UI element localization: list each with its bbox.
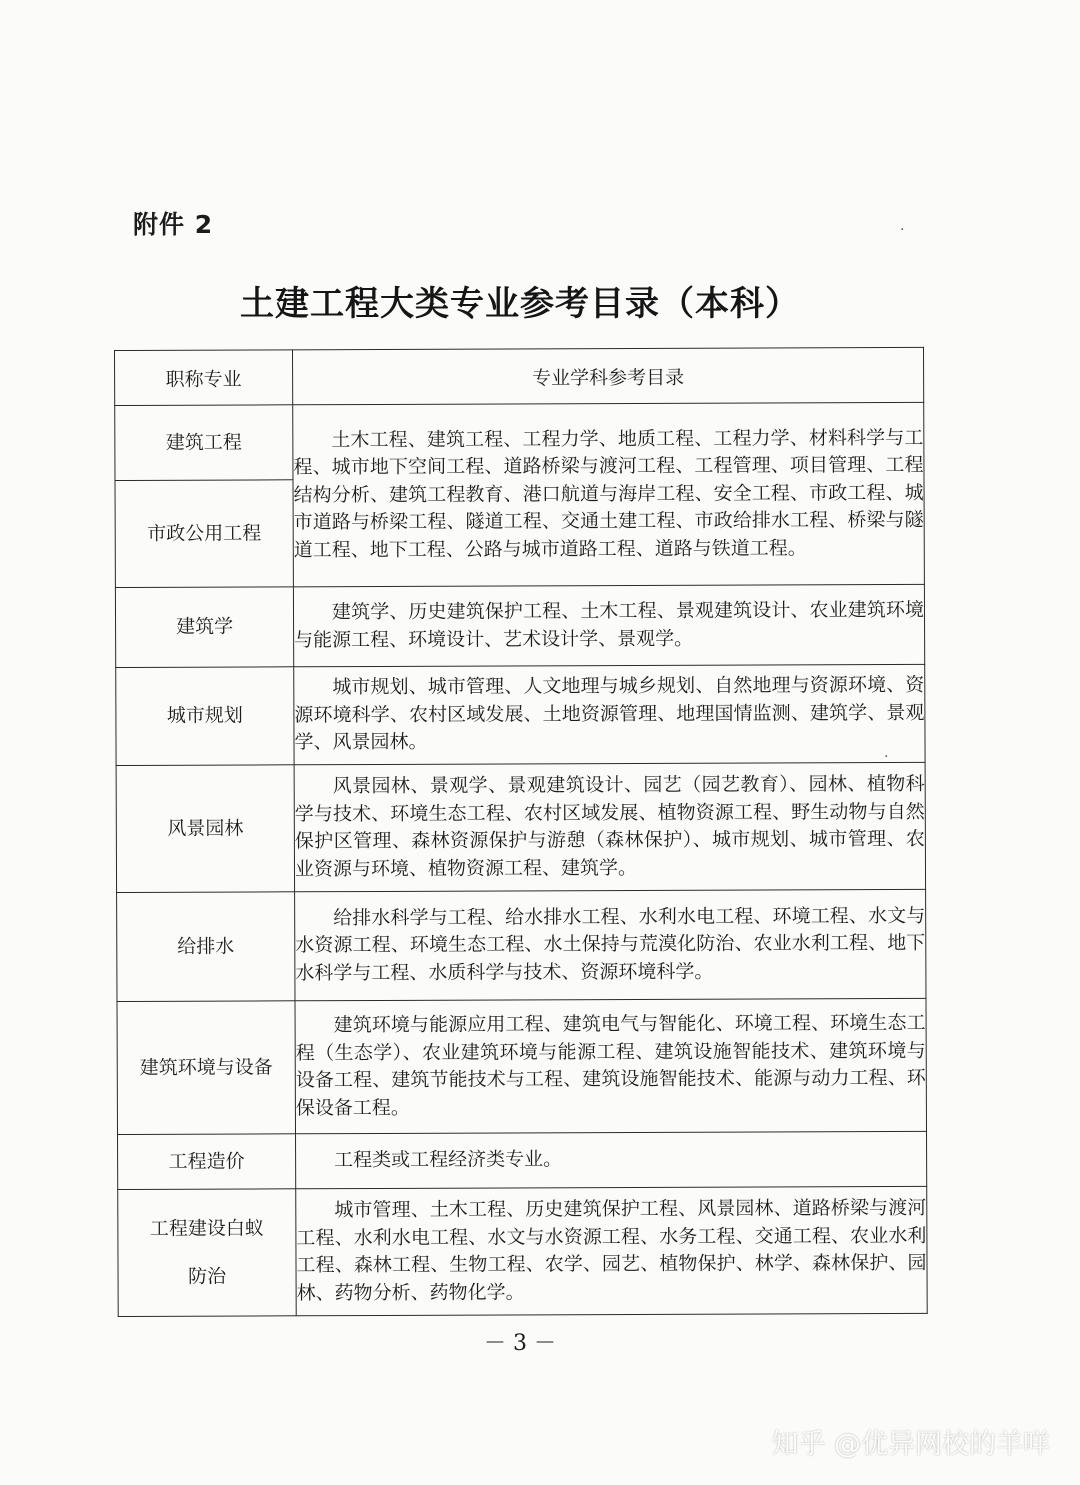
- watermark: 知乎 @优异网校的羊咩: [771, 1429, 1050, 1460]
- table-row: [117, 998, 927, 1134]
- table-row: [118, 1131, 927, 1189]
- row-name-termite-control: [118, 1189, 296, 1317]
- table-row: [115, 402, 924, 480]
- table-row: [117, 889, 926, 1001]
- row-name: 风景园林: [116, 765, 294, 893]
- major-catalog-table: [114, 347, 928, 1317]
- table-row: [118, 1186, 927, 1316]
- document-title: 土建工程大类专业参考目录（本科）: [240, 284, 800, 324]
- row-name-municipal-engineering: 市政公用工程: [115, 480, 293, 588]
- row-description: 风景园林、景观学、景观建筑设计、园艺（园艺教育）、园林、植物科学与技术、环境生态工程、农村区域发展、植物资源工程、野生动物与自然保护区管理、森林资源保护与游憩（森林保护）、城市规划、城市管理、农业资源与环境、植物资源工程、建筑学。: [294, 762, 925, 891]
- row-name: 工程造价: [118, 1134, 296, 1190]
- row-description: 建筑环境与能源应用工程、建筑电气与智能化、环境工程、环境生态工程（生态学）、农业建筑环境与能源工程、建筑设施智能技术、建筑环境与设备工程、建筑节能技术与工程、建筑设施智能技术、能源与动力工程、环保设备工程。: [295, 998, 927, 1133]
- row-name: 建筑学: [115, 587, 293, 668]
- row-name-line: 防治: [188, 1265, 227, 1288]
- row-name: 建筑环境与设备: [117, 1001, 296, 1135]
- row-name-architecture-engineering: 建筑工程: [115, 405, 293, 481]
- scan-speck: .: [900, 218, 905, 234]
- row-name-line: 工程建设白蚁: [149, 1217, 264, 1240]
- header-reference-catalog: 专业学科参考目录: [293, 347, 924, 404]
- row-description: 城市管理、土木工程、历史建筑保护工程、风景园林、道路桥梁与渡河工程、水利水电工程、水文与水资源工程、水务工程、交通工程、农业水利工程、森林工程、生物工程、农学、园艺、植物保护、林学、森林保护、园林、药物分析、药物化学。: [296, 1186, 927, 1315]
- table-row: [116, 762, 925, 892]
- header-title-major: 职称专业: [115, 350, 293, 406]
- row-description: 工程类或工程经济类专业。: [296, 1131, 927, 1188]
- row-description: 城市规划、城市管理、人文地理与城乡规划、自然地理与资源环境、资源环境科学、农村区域发展、土地资源管理、地理国情监测、建筑学、景观学、风景园林。: [294, 664, 925, 764]
- row-description: 土木工程、建筑工程、工程力学、地质工程、工程力学、材料科学与工程、城市地下空间工程、道路桥梁与渡河工程、工程管理、项目管理、工程结构分析、建筑工程教育、港口航道与海岸工程、安全工程、市政工程、城市道路与桥梁工程、隧道工程、交通土建工程、市政给排水工程、桥梁与隧道工程、地下工程、公路与城市道路工程、道路与铁道工程。: [293, 402, 925, 586]
- row-name: 城市规划: [116, 667, 294, 766]
- table-header-row: [115, 347, 924, 405]
- row-description: 给排水科学与工程、给水排水工程、水利水电工程、环境工程、水文与水资源工程、环境生态工程、水土保持与荒漠化防治、农业水利工程、地下水科学与工程、水质科学与技术、资源环境科学。: [295, 889, 926, 1000]
- table-row: [115, 584, 924, 667]
- page-number: － 3 －: [484, 1331, 556, 1356]
- table-row: [116, 664, 925, 765]
- attachment-label: 附件 2: [133, 210, 214, 239]
- row-description: 建筑学、历史建筑保护工程、土木工程、景观建筑设计、农业建筑环境与能源工程、环境设计、艺术设计学、景观学。: [293, 584, 924, 666]
- row-name: 给排水: [117, 892, 295, 1002]
- scan-speck: .: [884, 745, 889, 761]
